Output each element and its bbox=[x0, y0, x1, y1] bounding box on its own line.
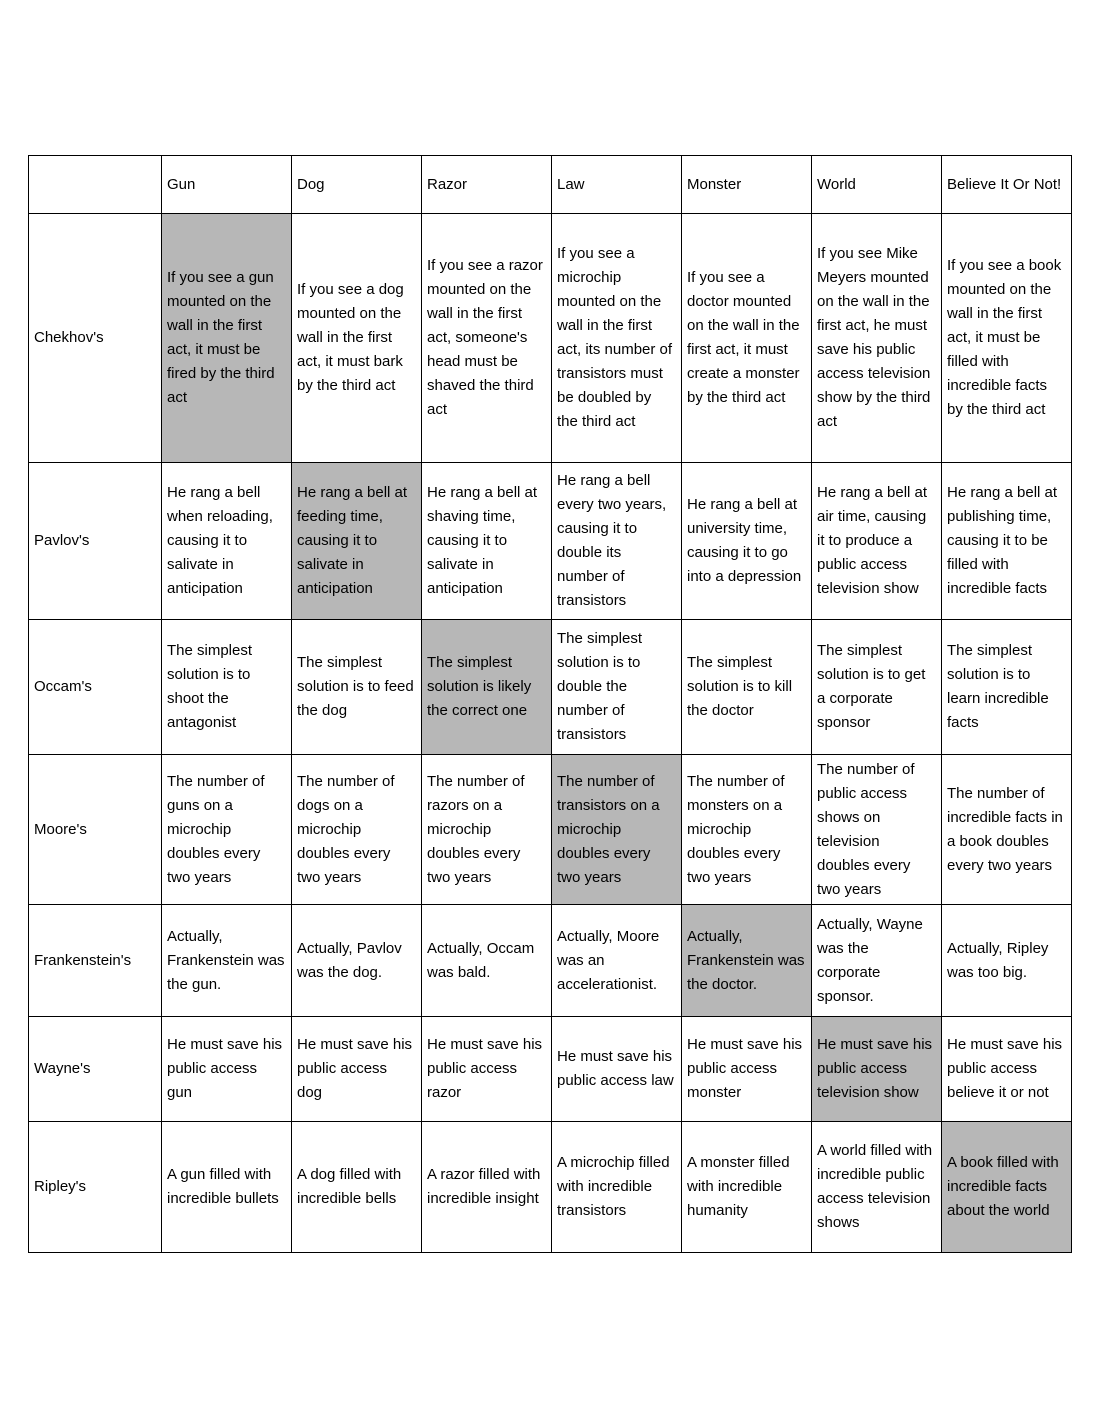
table-row-chekhovs bbox=[29, 214, 1072, 463]
cell-frankensteins-gun: Actually, Frankenstein was the gun. bbox=[162, 905, 292, 1017]
cell-chekhovs-monster: If you see a doctor mounted on the wall in the first act, it must create a monster by the third act bbox=[682, 214, 812, 463]
cell-ripleys-law: A microchip filled with incredible transistors bbox=[552, 1122, 682, 1253]
cell-ripleys-gun: A gun filled with incredible bullets bbox=[162, 1122, 292, 1253]
cell-ripleys-believe-it-or-not: A book filled with incredible facts about the world bbox=[942, 1122, 1072, 1253]
cell-chekhovs-gun: If you see a gun mounted on the wall in the first act, it must be fired by the third act bbox=[162, 214, 292, 463]
column-header-law: Law bbox=[552, 156, 682, 214]
cell-ripleys-dog: A dog filled with incredible bells bbox=[292, 1122, 422, 1253]
cell-moores-dog: The number of dogs on a microchip doubles every two years bbox=[292, 755, 422, 905]
cell-pavlovs-dog: He rang a bell at feeding time, causing it to salivate in anticipation bbox=[292, 463, 422, 620]
row-header-waynes: Wayne's bbox=[29, 1017, 162, 1122]
cell-moores-gun: The number of guns on a microchip doubles every two years bbox=[162, 755, 292, 905]
cell-pavlovs-believe-it-or-not: He rang a bell at publishing time, causing it to be filled with incredible facts bbox=[942, 463, 1072, 620]
row-header-chekhovs: Chekhov's bbox=[29, 214, 162, 463]
cell-occams-law: The simplest solution is to double the number of transistors bbox=[552, 620, 682, 755]
cell-waynes-world: He must save his public access television show bbox=[812, 1017, 942, 1122]
cell-moores-world: The number of public access shows on television doubles every two years bbox=[812, 755, 942, 905]
cell-frankensteins-dog: Actually, Pavlov was the dog. bbox=[292, 905, 422, 1017]
column-header-monster: Monster bbox=[682, 156, 812, 214]
cell-pavlovs-law: He rang a bell every two years, causing it to double its number of transistors bbox=[552, 463, 682, 620]
cell-waynes-law: He must save his public access law bbox=[552, 1017, 682, 1122]
cell-frankensteins-law: Actually, Moore was an accelerationist. bbox=[552, 905, 682, 1017]
cell-pavlovs-monster: He rang a bell at university time, causing it to go into a depression bbox=[682, 463, 812, 620]
cell-pavlovs-gun: He rang a bell when reloading, causing it to salivate in anticipation bbox=[162, 463, 292, 620]
header-row bbox=[29, 156, 1072, 214]
cell-chekhovs-world: If you see Mike Meyers mounted on the wall in the first act, he must save his public access television show by the third act bbox=[812, 214, 942, 463]
cell-frankensteins-monster: Actually, Frankenstein was the doctor. bbox=[682, 905, 812, 1017]
column-header-world: World bbox=[812, 156, 942, 214]
cell-waynes-razor: He must save his public access razor bbox=[422, 1017, 552, 1122]
cell-chekhovs-razor: If you see a razor mounted on the wall in the first act, someone's head must be shaved the third act bbox=[422, 214, 552, 463]
table-row-frankensteins bbox=[29, 905, 1072, 1017]
cell-frankensteins-believe-it-or-not: Actually, Ripley was too big. bbox=[942, 905, 1072, 1017]
cell-ripleys-razor: A razor filled with incredible insight bbox=[422, 1122, 552, 1253]
cell-chekhovs-law: If you see a microchip mounted on the wall in the first act, its number of transistors must be doubled by the third act bbox=[552, 214, 682, 463]
laws-parody-table bbox=[28, 155, 1072, 1253]
row-header-ripleys: Ripley's bbox=[29, 1122, 162, 1253]
column-header-razor: Razor bbox=[422, 156, 552, 214]
cell-frankensteins-world: Actually, Wayne was the corporate sponsor. bbox=[812, 905, 942, 1017]
row-header-moores: Moore's bbox=[29, 755, 162, 905]
cell-waynes-monster: He must save his public access monster bbox=[682, 1017, 812, 1122]
table-row-pavlovs bbox=[29, 463, 1072, 620]
row-header-pavlovs: Pavlov's bbox=[29, 463, 162, 620]
cell-moores-law: The number of transistors on a microchip doubles every two years bbox=[552, 755, 682, 905]
cell-waynes-dog: He must save his public access dog bbox=[292, 1017, 422, 1122]
table-row-ripleys bbox=[29, 1122, 1072, 1253]
cell-occams-monster: The simplest solution is to kill the doctor bbox=[682, 620, 812, 755]
cell-moores-monster: The number of monsters on a microchip doubles every two years bbox=[682, 755, 812, 905]
cell-frankensteins-razor: Actually, Occam was bald. bbox=[422, 905, 552, 1017]
cell-occams-gun: The simplest solution is to shoot the antagonist bbox=[162, 620, 292, 755]
cell-ripleys-world: A world filled with incredible public access television shows bbox=[812, 1122, 942, 1253]
cell-chekhovs-believe-it-or-not: If you see a book mounted on the wall in the first act, it must be filled with incredible facts by the third act bbox=[942, 214, 1072, 463]
cell-ripleys-monster: A monster filled with incredible humanity bbox=[682, 1122, 812, 1253]
cell-pavlovs-world: He rang a bell at air time, causing it to produce a public access television show bbox=[812, 463, 942, 620]
cell-moores-believe-it-or-not: The number of incredible facts in a book doubles every two years bbox=[942, 755, 1072, 905]
cell-waynes-gun: He must save his public access gun bbox=[162, 1017, 292, 1122]
cell-occams-dog: The simplest solution is to feed the dog bbox=[292, 620, 422, 755]
table-row-occams bbox=[29, 620, 1072, 755]
cell-occams-razor: The simplest solution is likely the correct one bbox=[422, 620, 552, 755]
table-row-moores bbox=[29, 755, 1072, 905]
cell-occams-believe-it-or-not: The simplest solution is to learn incredible facts bbox=[942, 620, 1072, 755]
cell-moores-razor: The number of razors on a microchip doubles every two years bbox=[422, 755, 552, 905]
cell-occams-world: The simplest solution is to get a corporate sponsor bbox=[812, 620, 942, 755]
column-header-dog: Dog bbox=[292, 156, 422, 214]
corner-cell bbox=[29, 156, 162, 214]
row-header-occams: Occam's bbox=[29, 620, 162, 755]
cell-pavlovs-razor: He rang a bell at shaving time, causing it to salivate in anticipation bbox=[422, 463, 552, 620]
column-header-believe-it-or-not: Believe It Or Not! bbox=[942, 156, 1072, 214]
table-row-waynes bbox=[29, 1017, 1072, 1122]
column-header-gun: Gun bbox=[162, 156, 292, 214]
cell-waynes-believe-it-or-not: He must save his public access believe it or not bbox=[942, 1017, 1072, 1122]
cell-chekhovs-dog: If you see a dog mounted on the wall in the first act, it must bark by the third act bbox=[292, 214, 422, 463]
row-header-frankensteins: Frankenstein's bbox=[29, 905, 162, 1017]
